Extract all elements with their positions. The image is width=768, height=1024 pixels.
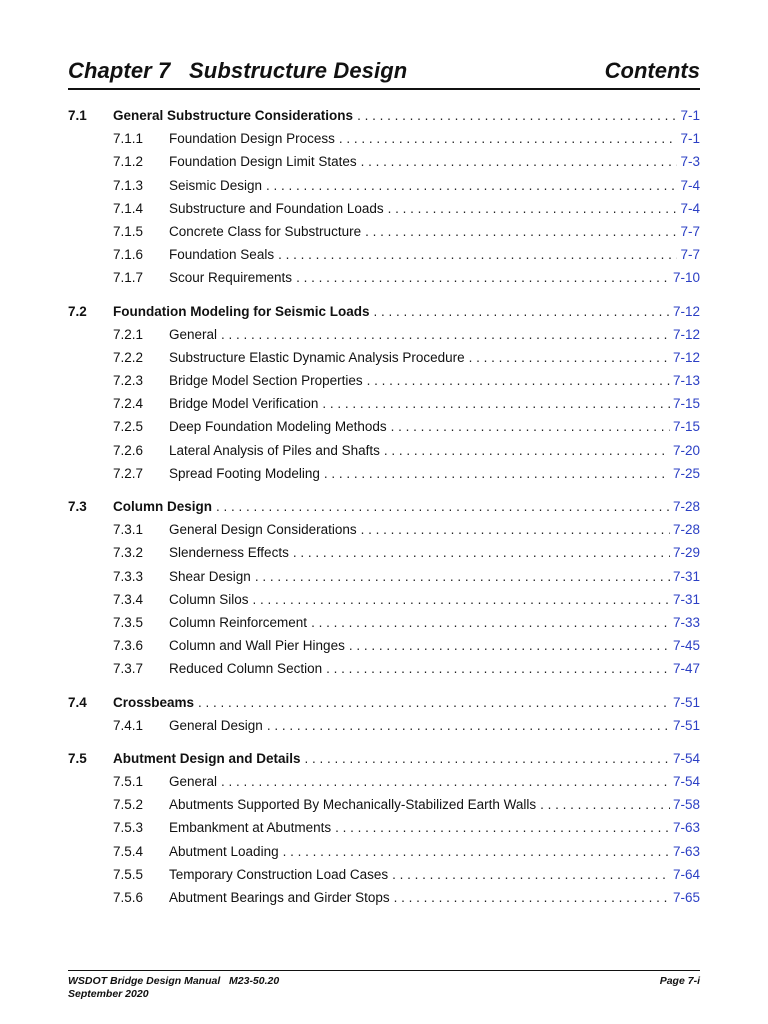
toc-entry-page-link[interactable]: 7-45: [670, 634, 700, 657]
dot-leader: [278, 243, 677, 266]
toc-entry-title[interactable]: Substructure Elastic Dynamic Analysis Procedure: [169, 346, 469, 369]
toc-entry-leader: [169, 150, 700, 173]
toc-entry-leader: [113, 691, 700, 714]
toc-subsection-entry[interactable]: [68, 439, 700, 462]
toc-entry-number: 7.3.4: [113, 591, 144, 607]
toc-entry-page-link[interactable]: 7-7: [677, 220, 700, 243]
toc-subsection-entry[interactable]: [68, 174, 700, 197]
toc-entry-title[interactable]: Abutment Bearings and Girder Stops: [169, 886, 394, 909]
dot-leader: [311, 611, 670, 634]
toc-subsection-entry[interactable]: [68, 840, 700, 863]
toc-entry-title[interactable]: Shear Design: [169, 565, 255, 588]
toc-entry-number: 7.2.1: [113, 326, 144, 342]
toc-entry-title[interactable]: Abutment Loading: [169, 840, 283, 863]
toc-entry-leader: [169, 518, 700, 541]
dot-leader: [322, 392, 670, 415]
toc-entry-leader: [169, 415, 700, 438]
toc-entry-number: 7.1.6: [113, 247, 144, 263]
toc-entry-title[interactable]: Crossbeams: [113, 691, 198, 714]
toc-entry-title[interactable]: Column Silos: [169, 588, 253, 611]
toc-entry-page-link[interactable]: 7-12: [670, 300, 700, 323]
toc-entry-page-link[interactable]: 7-28: [670, 518, 700, 541]
toc-entry-title[interactable]: General Design Considerations: [169, 518, 361, 541]
dot-leader: [221, 770, 670, 793]
dot-leader: [253, 588, 670, 611]
toc-entry-title[interactable]: Abutments Supported By Mechanically-Stabilized Earth Walls: [169, 793, 540, 816]
toc-entry-number: 7.2.6: [113, 442, 144, 458]
toc-entry-leader: [169, 611, 700, 634]
toc-entry-number: 7.3.3: [113, 568, 144, 584]
toc-subsection-entry[interactable]: [68, 150, 700, 173]
toc-entry-page-link[interactable]: 7-1: [677, 127, 700, 150]
toc-entry-title[interactable]: General: [169, 323, 221, 346]
toc-entry-leader: [169, 127, 700, 150]
contents-heading: Contents: [604, 58, 700, 83]
toc-entry-number: 7.2.5: [113, 419, 144, 435]
toc-subsection-entry[interactable]: [68, 886, 700, 909]
dot-leader: [293, 541, 670, 564]
toc-entry-title[interactable]: Scour Requirements: [169, 266, 296, 289]
dot-leader: [388, 197, 678, 220]
toc-entry-number: 7.5.6: [113, 890, 144, 905]
toc-subsection-entry[interactable]: [68, 657, 700, 680]
toc-entry-leader: [169, 174, 700, 197]
toc-entry-page-link[interactable]: 7-15: [670, 392, 700, 415]
dot-leader: [266, 174, 677, 197]
dot-leader: [283, 840, 670, 863]
toc-entry-number: 7.2.3: [113, 373, 144, 389]
page-header: [68, 56, 700, 90]
dot-leader: [216, 495, 670, 518]
toc-entry-page-link[interactable]: 7-58: [670, 793, 700, 816]
dot-leader: [384, 439, 670, 462]
toc-entry-page-link[interactable]: 7-31: [670, 565, 700, 588]
toc-entry-number: 7.3: [68, 499, 87, 514]
toc-entry-page-link[interactable]: 7-54: [670, 747, 700, 770]
toc-section-entry[interactable]: [68, 747, 700, 770]
dot-leader: [326, 657, 670, 680]
toc-entry-leader: [113, 300, 700, 323]
toc-entry-leader: [169, 392, 700, 415]
toc-entry-leader: [169, 541, 700, 564]
toc-entry-page-link[interactable]: 7-20: [670, 439, 700, 462]
toc-entry-number: 7.1: [68, 108, 87, 123]
toc-entry-leader: [169, 266, 700, 289]
toc-entry-page-link[interactable]: 7-63: [670, 816, 700, 839]
toc-entry-number: 7.4: [68, 694, 87, 710]
dot-leader: [339, 127, 678, 150]
dot-leader: [296, 266, 670, 289]
toc-entry-title[interactable]: Concrete Class for Substructure: [169, 220, 365, 243]
toc-entry-page-link[interactable]: 7-64: [670, 863, 700, 886]
toc-entry-leader: [113, 104, 700, 127]
toc-entry-leader: [169, 197, 700, 220]
toc-subsection-entry[interactable]: [68, 220, 700, 243]
toc-subsection-entry[interactable]: [68, 588, 700, 611]
toc-entry-number: 7.3.7: [113, 661, 144, 677]
dot-leader: [357, 104, 677, 127]
dot-leader: [221, 323, 670, 346]
footer-publication: [68, 975, 700, 1001]
toc-entry-number: 7.2.2: [113, 349, 144, 365]
toc-subsection-entry[interactable]: [68, 565, 700, 588]
toc-entry-title[interactable]: Substructure and Foundation Loads: [169, 197, 388, 220]
dot-leader: [267, 714, 670, 737]
dot-leader: [335, 816, 670, 839]
dot-leader: [324, 462, 670, 485]
toc-entry-leader: [113, 747, 700, 770]
toc-entry-number: 7.1.5: [113, 223, 144, 239]
toc-entry-title[interactable]: Seismic Design: [169, 174, 266, 197]
toc-entry-title[interactable]: Foundation Seals: [169, 243, 278, 266]
toc-entry-leader: [169, 439, 700, 462]
toc-entry-leader: [169, 886, 700, 909]
toc-entry-page-link[interactable]: 7-10: [670, 266, 700, 289]
toc-entry-number: 7.1.3: [113, 177, 144, 193]
toc-entry-page-link[interactable]: 7-4: [677, 174, 700, 197]
toc-entry-page-link[interactable]: 7-51: [670, 691, 700, 714]
toc-entry-title[interactable]: General: [169, 770, 221, 793]
toc-section-entry[interactable]: [68, 495, 700, 518]
toc-entry-leader: [169, 816, 700, 839]
toc-entry-leader: [169, 565, 700, 588]
toc-entry-title[interactable]: Bridge Model Section Properties: [169, 369, 367, 392]
toc-entry-number: 7.1.2: [113, 154, 144, 170]
toc-entry-title[interactable]: Embankment at Abutments: [169, 816, 335, 839]
toc-section-entry[interactable]: [68, 300, 700, 323]
dot-leader: [469, 346, 670, 369]
toc-entry-title[interactable]: Foundation Design Process: [169, 127, 339, 150]
toc-entry-page-link[interactable]: 7-51: [670, 714, 700, 737]
toc-entry-number: 7.5.2: [113, 797, 144, 813]
toc-entry-number: 7.3.5: [113, 614, 144, 630]
toc-subsection-entry[interactable]: [68, 392, 700, 415]
dot-leader: [361, 518, 670, 541]
toc-entry-page-link[interactable]: 7-13: [670, 369, 700, 392]
chapter-heading: [68, 58, 407, 84]
toc-entry-leader: [169, 714, 700, 737]
chapter-label: Chapter 7: [68, 58, 171, 83]
toc-subsection-entry[interactable]: [68, 323, 700, 346]
toc-entry-page-link[interactable]: 7-28: [670, 495, 700, 518]
dot-leader: [361, 150, 678, 173]
toc-entry-title[interactable]: Temporary Construction Load Cases: [169, 863, 392, 886]
toc-entry-page-link[interactable]: 7-12: [670, 346, 700, 369]
chapter-title: Substructure Design: [189, 58, 408, 83]
dot-leader: [255, 565, 670, 588]
toc-entry-leader: [169, 634, 700, 657]
dot-leader: [540, 793, 670, 816]
toc-subsection-entry[interactable]: [68, 518, 700, 541]
dot-leader: [374, 300, 670, 323]
dot-leader: [305, 747, 670, 770]
toc-entry-title[interactable]: Column Design: [113, 495, 216, 518]
toc-entry-leader: [169, 323, 700, 346]
toc-entry-number: 7.3.6: [113, 638, 144, 654]
toc-entry-number: 7.3.1: [113, 522, 144, 538]
toc-entry-number: 7.2: [68, 303, 87, 319]
toc-subsection-entry[interactable]: [68, 714, 700, 737]
toc-entry-number: 7.1.1: [113, 131, 144, 147]
dot-leader: [365, 220, 677, 243]
toc-subsection-entry[interactable]: [68, 770, 700, 793]
toc-entry-page-link[interactable]: 7-12: [670, 323, 700, 346]
toc-entry-title[interactable]: Foundation Design Limit States: [169, 150, 361, 173]
toc-entry-title[interactable]: Foundation Modeling for Seismic Loads: [113, 300, 374, 323]
toc-entry-title[interactable]: Spread Footing Modeling: [169, 462, 324, 485]
toc-entry-title[interactable]: Abutment Design and Details: [113, 747, 305, 770]
toc-subsection-entry[interactable]: [68, 369, 700, 392]
toc-entry-page-link[interactable]: 7-47: [670, 657, 700, 680]
toc-entry-title[interactable]: Reduced Column Section: [169, 657, 326, 680]
toc-entry-number: 7.5: [68, 750, 87, 766]
toc-entry-number: 7.5.1: [113, 774, 144, 790]
toc-entry-page-link[interactable]: 7-7: [677, 243, 700, 266]
toc-entry-leader: [169, 863, 700, 886]
toc-subsection-entry[interactable]: [68, 634, 700, 657]
toc-entry-number: 7.1.4: [113, 200, 144, 216]
toc-entry-title[interactable]: Slenderness Effects: [169, 541, 293, 564]
dot-leader: [392, 863, 670, 886]
toc-entry-page-link[interactable]: 7-1: [677, 104, 700, 127]
toc-entry-leader: [169, 840, 700, 863]
toc-section-entry[interactable]: [68, 104, 700, 127]
toc-entry-title[interactable]: Deep Foundation Modeling Methods: [169, 415, 391, 438]
dot-leader: [367, 369, 670, 392]
toc-entry-title[interactable]: Column Reinforcement: [169, 611, 311, 634]
toc-entry-leader: [169, 369, 700, 392]
toc-subsection-entry[interactable]: [68, 611, 700, 634]
toc-subsection-entry[interactable]: [68, 127, 700, 150]
toc-subsection-entry[interactable]: [68, 863, 700, 886]
footer-date: September 2020: [68, 988, 149, 1000]
toc-entry-page-link[interactable]: 7-29: [670, 541, 700, 564]
toc-entry-page-link[interactable]: 7-63: [670, 840, 700, 863]
toc-entry-title[interactable]: Bridge Model Verification: [169, 392, 322, 415]
toc-entry-page-link[interactable]: 7-65: [670, 886, 700, 909]
footer-manual-title: WSDOT Bridge Design Manual M23-50.20: [68, 975, 280, 987]
toc-entry-leader: [169, 346, 700, 369]
toc-entry-number: 7.2.4: [113, 396, 144, 412]
toc-entry-page-link[interactable]: 7-3: [677, 150, 700, 173]
toc-subsection-entry[interactable]: [68, 266, 700, 289]
toc-entry-leader: [169, 793, 700, 816]
toc-entry-page-link[interactable]: 7-54: [670, 770, 700, 793]
toc-subsection-entry[interactable]: [68, 346, 700, 369]
footer-page-number: Page 7-i: [659, 975, 700, 987]
toc-subsection-entry[interactable]: [68, 816, 700, 839]
dot-leader: [198, 691, 670, 714]
toc-entry-title[interactable]: Column and Wall Pier Hinges: [169, 634, 349, 657]
dot-leader: [349, 634, 670, 657]
table-of-contents: [68, 104, 700, 909]
toc-entry-number: 7.5.5: [113, 866, 144, 882]
toc-entry-number: 7.3.2: [113, 545, 144, 561]
dot-leader: [391, 415, 670, 438]
toc-entry-number: 7.1.7: [113, 270, 144, 286]
toc-entry-leader: [169, 243, 700, 266]
toc-entry-page-link[interactable]: 7-4: [677, 197, 700, 220]
toc-entry-page-link[interactable]: 7-25: [670, 462, 700, 485]
toc-section-entry[interactable]: [68, 691, 700, 714]
toc-entry-page-link[interactable]: 7-31: [670, 588, 700, 611]
dot-leader: [394, 886, 670, 909]
toc-entry-title[interactable]: General Design: [169, 714, 267, 737]
toc-entry-leader: [169, 462, 700, 485]
toc-entry-page-link[interactable]: 7-15: [670, 415, 700, 438]
toc-entry-number: 7.4.1: [113, 717, 144, 733]
toc-entry-page-link[interactable]: 7-33: [670, 611, 700, 634]
toc-entry-leader: [169, 770, 700, 793]
toc-subsection-entry[interactable]: [68, 415, 700, 438]
toc-entry-leader: [113, 495, 700, 518]
toc-subsection-entry[interactable]: [68, 243, 700, 266]
toc-entry-title[interactable]: Lateral Analysis of Piles and Shafts: [169, 439, 384, 462]
toc-entry-leader: [169, 220, 700, 243]
toc-subsection-entry[interactable]: [68, 541, 700, 564]
toc-entry-leader: [169, 657, 700, 680]
page-footer: [68, 970, 700, 1001]
toc-entry-leader: [169, 588, 700, 611]
toc-entry-number: 7.2.7: [113, 465, 144, 481]
toc-entry-number: 7.5.4: [113, 843, 144, 859]
toc-subsection-entry[interactable]: [68, 462, 700, 485]
toc-subsection-entry[interactable]: [68, 197, 700, 220]
toc-subsection-entry[interactable]: [68, 793, 700, 816]
toc-entry-title[interactable]: General Substructure Considerations: [113, 104, 357, 127]
toc-entry-number: 7.5.3: [113, 820, 144, 836]
